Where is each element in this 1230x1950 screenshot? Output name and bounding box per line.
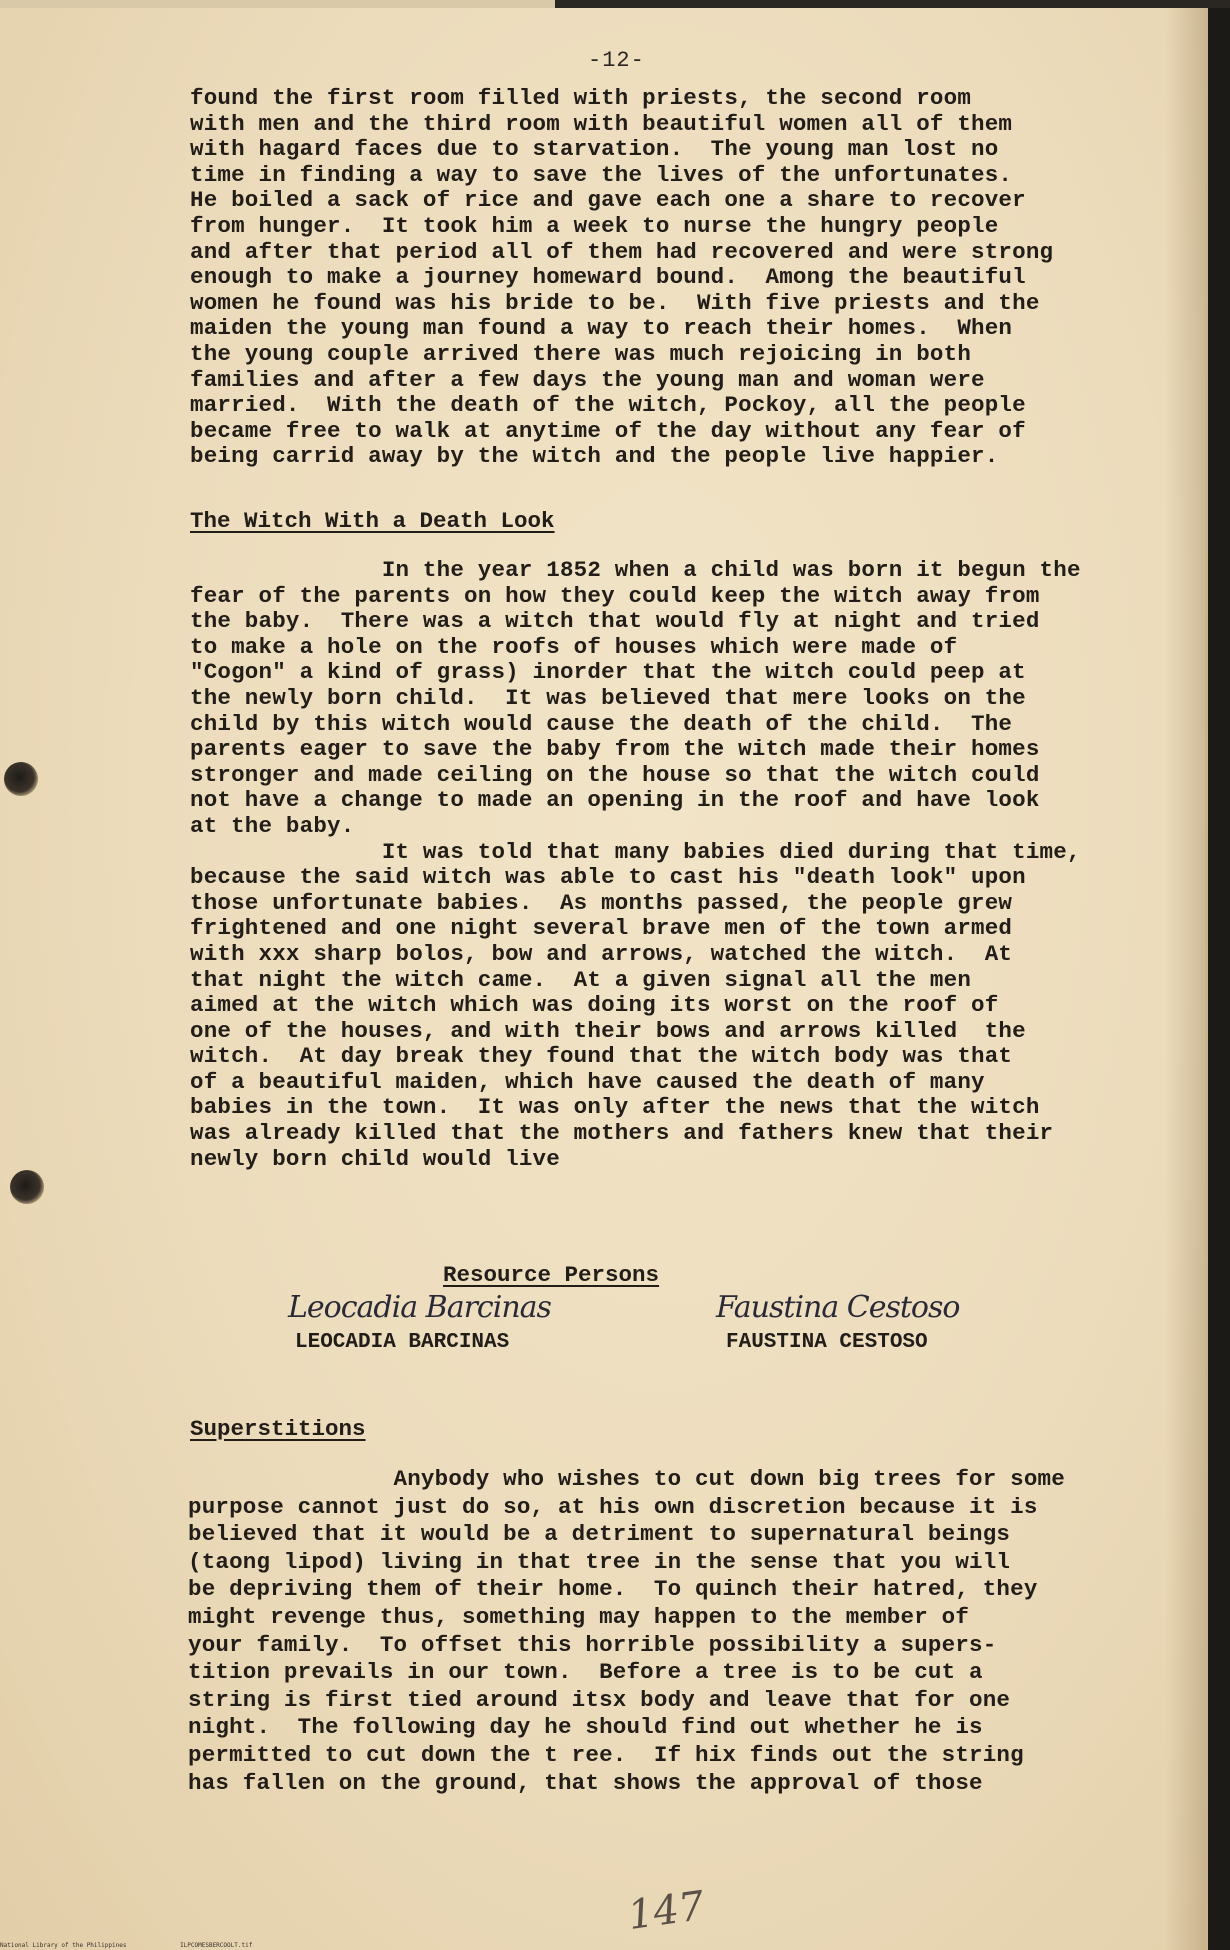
- text-line: enough to make a journey homeward bound. Among the beautiful: [190, 264, 1026, 291]
- text-line: It was told that many babies died during that time,: [190, 838, 1081, 865]
- text-line: the young couple arrived there was much rejoicing in both: [190, 340, 972, 367]
- text-line: being carrid away by the witch and the people live happier.: [190, 443, 999, 470]
- text-line: might revenge thus, something may happen to the member of: [188, 1603, 970, 1630]
- text-line: maiden the young man found a way to reach their homes. When: [190, 315, 1013, 342]
- text-line: permitted to cut down the t ree. If hix finds out the string: [188, 1741, 1024, 1768]
- text-line: from hunger. It took him a week to nurse the hungry people: [190, 212, 999, 239]
- text-line: Anybody who wishes to cut down big trees for some: [188, 1466, 1065, 1492]
- scan-top-edge: [0, 0, 1230, 8]
- text-line: In the year 1852 when a child was born it begun the: [190, 557, 1081, 583]
- text-line: witch. At day break they found that the witch body was that: [190, 1043, 1013, 1070]
- punch-hole-top: [4, 762, 38, 796]
- section-heading-superstitions: Superstitions: [190, 1416, 366, 1442]
- text-line: child by this witch would cause the death of the child. The: [190, 710, 1013, 737]
- text-line: frightened and one night several brave men of the town armed: [190, 915, 1013, 942]
- footer-filename: ILPCOMESBERCOOLT.tif: [180, 1942, 253, 1949]
- text-line: He boiled a sack of rice and gave each one a share to recover: [190, 187, 1026, 214]
- text-line: babies in the town. It was only after the news that the witch: [190, 1094, 1040, 1121]
- text-line: purpose cannot just do so, at his own discretion because it is: [188, 1493, 1038, 1520]
- text-line: newly born child would live: [190, 1145, 560, 1172]
- text-line: with hagard faces due to starvation. The young man lost no: [190, 136, 999, 163]
- signature-faustina: Faustina Cestoso: [716, 1290, 960, 1325]
- text-line: believed that it would be a detriment to supernatural beings: [188, 1521, 1011, 1548]
- scan-footer: [0, 1942, 302, 1949]
- text-line: families and after a few days the young man and woman were: [190, 366, 985, 393]
- text-line: not have a change to made an opening in the roof and have look: [190, 787, 1040, 814]
- text-line: parents eager to save the baby from the witch made their homes: [190, 736, 1040, 763]
- text-line: women he found was his bride to be. With five priests and the: [190, 289, 1040, 316]
- text-line: time in finding a way to save the lives of the unfortunates.: [190, 161, 1013, 188]
- text-line: be depriving them of their home. To quinch their hatred, they: [188, 1576, 1038, 1603]
- text-line: the baby. There was a witch that would fly at night and tried: [190, 608, 1040, 635]
- text-line: "Cogon" a kind of grass) inorder that the witch could peep at: [190, 659, 1026, 686]
- text-line: was already killed that the mothers and fathers knew that their: [190, 1120, 1054, 1147]
- resource-persons-heading: Resource Persons: [443, 1262, 660, 1288]
- handwritten-page-number: 147: [625, 1882, 708, 1940]
- story-paragraph-continued: [190, 86, 1053, 470]
- section-heading-witch-death-look: The Witch With a Death Look: [190, 508, 555, 534]
- signature-name-faustina: FAUSTINA CESTOSO: [726, 1331, 928, 1354]
- text-line: found the first room filled with priests, the second room: [190, 85, 972, 111]
- text-line: those unfortunate babies. As months passed, the people grew: [190, 889, 1013, 916]
- story-paragraph-witch: [190, 558, 1081, 1172]
- text-line: with xxx sharp bolos, bow and arrows, watched the witch. At: [190, 940, 1013, 967]
- text-line: to make a hole on the roofs of houses which were made of: [190, 633, 958, 660]
- text-line: stronger and made ceiling on the house so that the witch could: [190, 761, 1040, 788]
- signature-name-leocadia: LEOCADIA BARCINAS: [295, 1331, 510, 1354]
- text-line: (taong lipod) living in that tree in the sense that you will: [188, 1548, 1011, 1575]
- text-line: of a beautiful maiden, which have caused the death of many: [190, 1068, 985, 1095]
- text-line: aimed at the witch which was doing its worst on the roof of: [190, 992, 999, 1019]
- text-line: has fallen on the ground, that shows the approval of those: [188, 1769, 983, 1796]
- text-line: married. With the death of the witch, Pockoy, all the people: [190, 392, 1026, 419]
- footer-library: National Library of the Philippines: [0, 1942, 127, 1949]
- text-line: became free to walk at anytime of the day without any fear of: [190, 417, 1026, 444]
- text-line: the newly born child. It was believed that mere looks on the: [190, 684, 1026, 711]
- page-number: -12-: [588, 48, 645, 73]
- superstitions-paragraph: [188, 1466, 1065, 1797]
- text-line: one of the houses, and with their bows and arrows killed the: [190, 1017, 1026, 1044]
- text-line: tition prevails in our town. Before a tree is to be cut a: [188, 1659, 983, 1686]
- text-line: fear of the parents on how they could keep the witch away from: [190, 582, 1040, 609]
- text-line: that night the witch came. At a given signal all the men: [190, 966, 972, 993]
- signature-leocadia: Leocadia Barcinas: [288, 1290, 551, 1325]
- text-line: at the baby.: [190, 812, 355, 839]
- text-line: and after that period all of them had recovered and were strong: [190, 238, 1054, 265]
- punch-hole-bottom: [10, 1170, 44, 1204]
- text-line: your family. To offset this horrible possibility a supers-: [188, 1631, 997, 1658]
- text-line: string is first tied around itsx body and leave that for one: [188, 1686, 1011, 1713]
- text-line: with men and the third room with beautiful women all of them: [190, 110, 1013, 137]
- text-line: night. The following day he should find out whether he is: [188, 1714, 983, 1741]
- text-line: because the said witch was able to cast his "death look" upon: [190, 864, 1026, 891]
